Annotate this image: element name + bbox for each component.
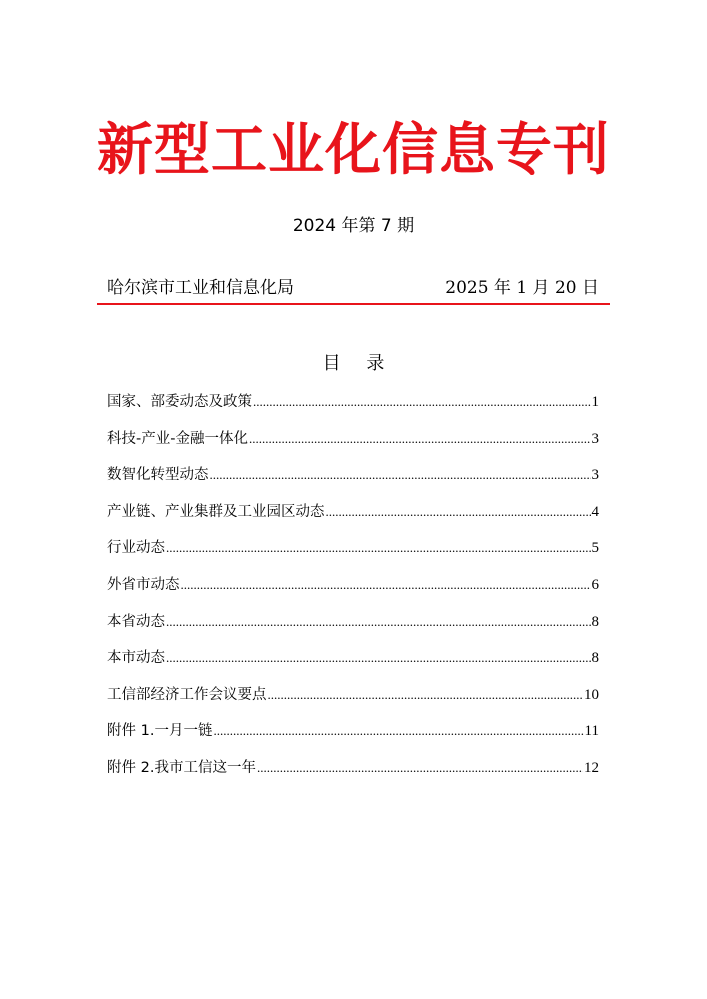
- toc-entry[interactable]: [107, 574, 599, 611]
- journal-title: 新型工业化信息专刊: [97, 117, 610, 183]
- toc-entry[interactable]: [107, 611, 599, 648]
- toc-entry-title: 行业动态: [107, 540, 165, 557]
- toc-entry[interactable]: [107, 501, 599, 538]
- toc-entry-title: 国家、部委动态及政策: [107, 394, 252, 410]
- toc-entry[interactable]: [107, 464, 599, 501]
- toc-dot-leader: [166, 537, 591, 559]
- toc-entry-title: 附件 1.一月一链: [107, 723, 213, 740]
- toc-entry[interactable]: [107, 757, 599, 794]
- toc-page-number: 11: [584, 723, 599, 740]
- toc-entry-title: 工信部经济工作会议要点: [107, 686, 267, 703]
- toc-page-number: 3: [591, 430, 599, 447]
- toc-dot-leader: [166, 611, 591, 633]
- toc-dot-leader: [210, 464, 591, 486]
- toc-dot-leader: [257, 757, 583, 779]
- toc-entry-title: 附件 2.我市工信这一年: [107, 759, 256, 776]
- toc-page-number: 6: [591, 576, 599, 593]
- publication-date: 2025 年 1 月 20 日: [445, 278, 599, 298]
- publisher-row: [107, 276, 599, 300]
- toc-page-number: 1: [591, 394, 599, 410]
- toc-heading: 目 录: [322, 353, 395, 374]
- toc-page-number: 12: [584, 759, 599, 776]
- toc-entry[interactable]: [107, 537, 599, 574]
- toc-entry[interactable]: [107, 428, 599, 465]
- toc-dot-leader: [253, 391, 591, 413]
- toc-entry[interactable]: [107, 684, 599, 721]
- publisher-name: 哈尔滨市工业和信息化局: [107, 278, 294, 298]
- toc-entry-title: 科技-产业-金融一体化: [107, 430, 248, 447]
- toc-dot-leader: [249, 428, 591, 450]
- toc-dot-leader: [268, 684, 584, 706]
- table-of-contents: [107, 391, 599, 794]
- toc-entry[interactable]: [107, 720, 599, 757]
- toc-entry[interactable]: [107, 647, 599, 684]
- toc-page-number: 4: [591, 503, 599, 520]
- toc-page-number: 5: [591, 540, 599, 557]
- toc-dot-leader: [181, 574, 591, 596]
- toc-page-number: 3: [591, 467, 599, 484]
- toc-entry[interactable]: [107, 391, 599, 428]
- toc-dot-leader: [166, 647, 591, 669]
- toc-entry-title: 本省动态: [107, 613, 165, 630]
- issue-number: 2024 年第 7 期: [292, 216, 415, 236]
- toc-dot-leader: [326, 501, 591, 523]
- red-divider-line: [97, 303, 610, 305]
- toc-entry-title: 数智化转型动态: [107, 467, 209, 484]
- toc-page-number: 8: [591, 650, 599, 667]
- toc-dot-leader: [213, 720, 583, 742]
- toc-entry-title: 外省市动态: [107, 576, 180, 593]
- toc-entry-title: 本市动态: [107, 650, 165, 667]
- toc-page-number: 8: [591, 613, 599, 630]
- toc-page-number: 10: [584, 686, 599, 703]
- toc-entry-title: 产业链、产业集群及工业园区动态: [107, 503, 325, 520]
